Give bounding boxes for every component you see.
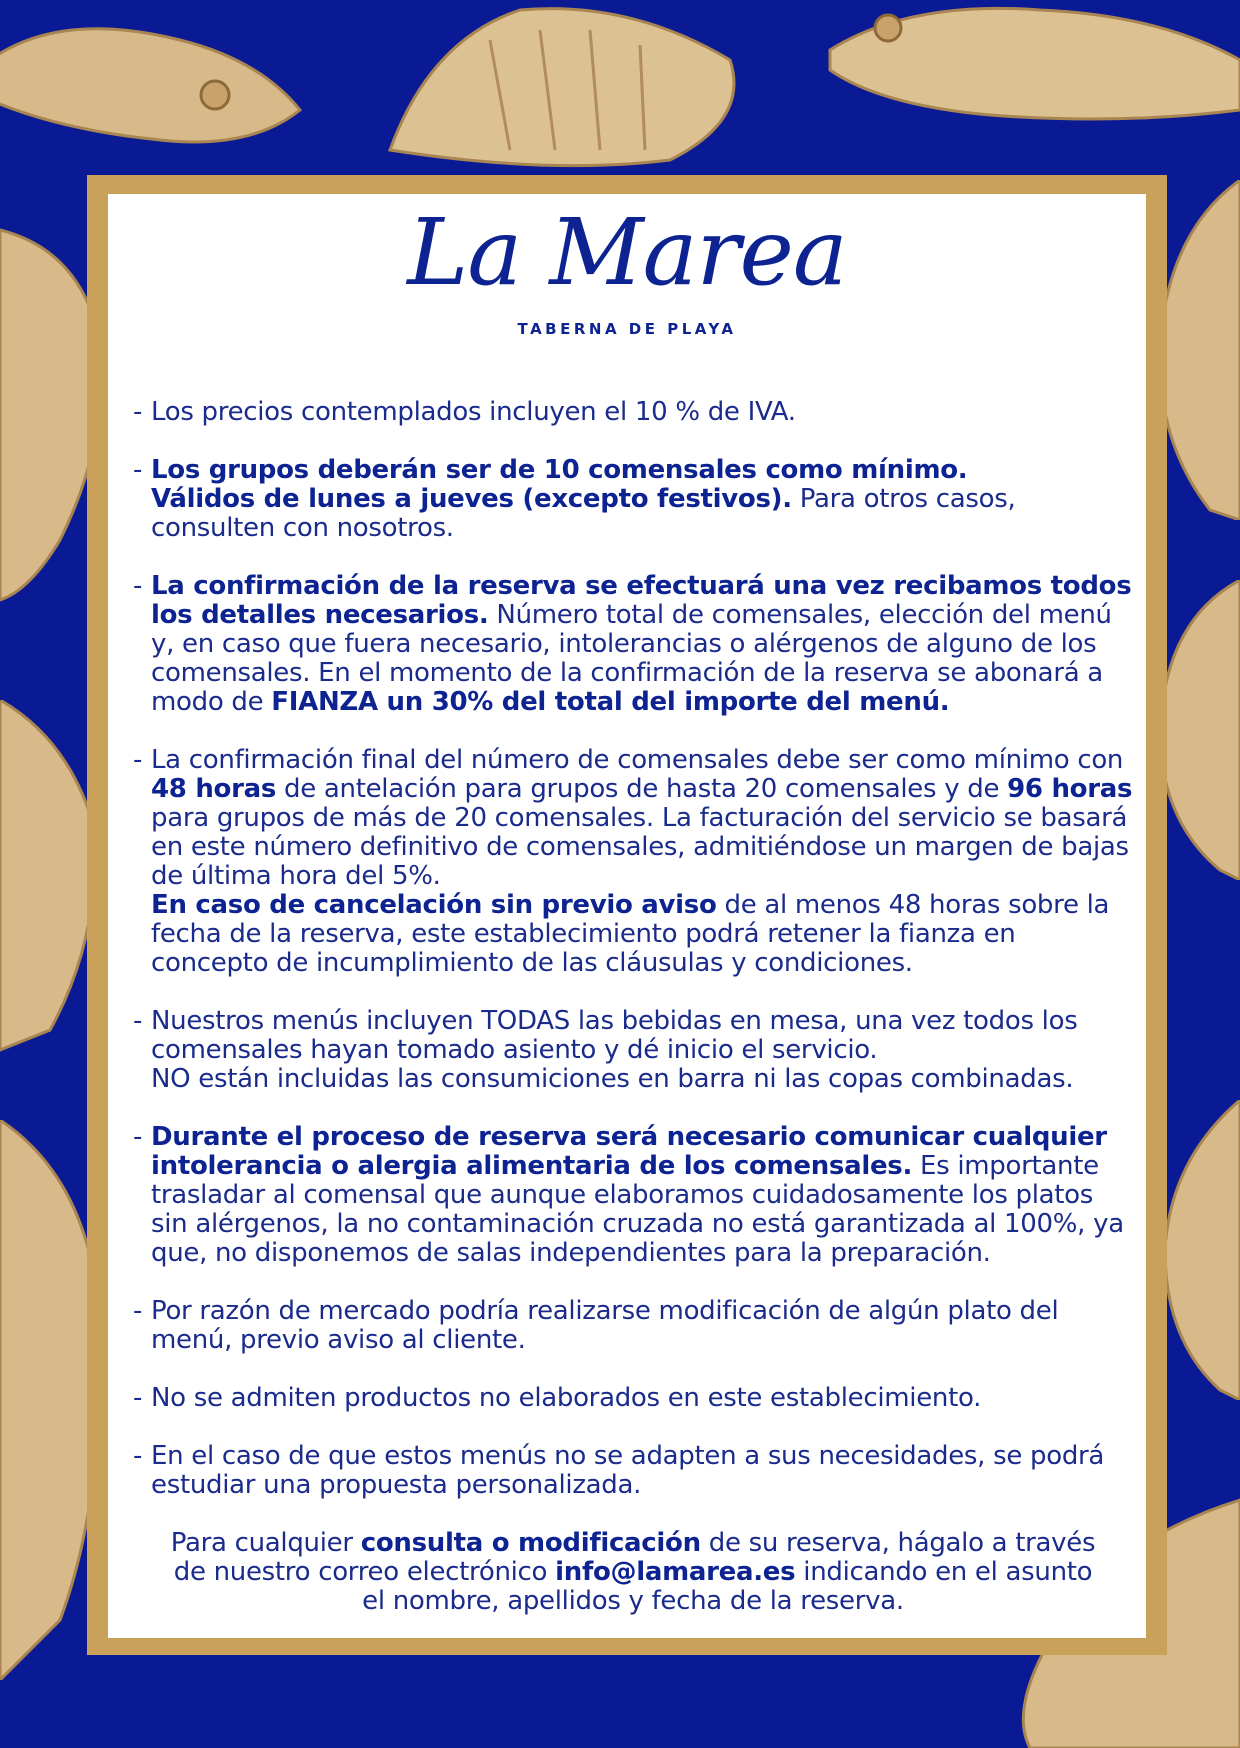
body-text: de su reserva, hágalo a través de nuestro correo electrónico [173,1528,1096,1587]
bold-text: 48 horas [151,774,277,804]
bold-text: La confirmación de la reserva se efectuará una vez recibamos todos los detalles necesarios. [151,571,1132,630]
body-text: indicando en el asunto el nombre, apellidos y fecha de la reserva. [362,1557,1093,1616]
bold-text: Válidos de lunes a jueves (excepto festivos). [151,484,792,514]
bold-text: En caso de cancelación sin previo aviso [151,890,717,920]
body-text: Nuestros menús incluyen TODAS las bebidas en mesa, una vez todos los comensales hayan tomado asiento y dé inicio el servicio. [151,1006,1078,1065]
bullet-dash: - [133,745,143,775]
condition-item [133,1123,1133,1268]
bold-text: FIANZA un 30% del total del importe del menú. [271,687,950,717]
logo [108,194,1146,354]
condition-item [133,572,1133,717]
logo-tagline: TABERNA DE PLAYA [517,320,737,338]
body-text: Los precios contemplados incluyen el 10 % de IVA. [151,397,796,427]
bullet-dash: - [133,1296,143,1326]
bullet-dash: - [133,1441,143,1471]
body-text: Número total de comensales, elección del menú y, en caso que fuera necesario, intolerancias o alérgenos de alguno de los comensales. En el momento de la confirmación de la reserva se abonará a modo de [151,600,1112,717]
body-text: de antelación para grupos de hasta 20 comensales y de [276,774,1008,804]
logo-wordmark: La Marea [407,199,847,306]
bullet-dash: - [133,1122,143,1152]
bold-text: 96 horas [1007,774,1133,804]
body-text: La confirmación final del número de comensales debe ser como mínimo con [151,745,1124,775]
bullet-dash: - [133,397,143,427]
fish-decoration-top-right [820,0,1240,130]
condition-item [133,456,1133,543]
body-text: Para otros casos, consulten con nosotros. [151,484,1016,543]
bold-text: Los grupos deberán ser de 10 comensales como mínimo. [151,455,968,485]
contact-note [133,1529,1133,1616]
condition-item [133,398,1133,427]
condition-item [133,1442,1133,1500]
conditions-list [133,398,1133,1616]
body-text: No se admiten productos no elaborados en este establecimiento. [151,1383,982,1413]
fish-decoration-top-left [0,0,340,170]
bullet-dash: - [133,1006,143,1036]
body-text: NO están incluidas las consumiciones en barra ni las copas combinadas. [151,1064,1074,1094]
body-text: para grupos de más de 20 comensales. La facturación del servicio se basará en este número definitivo de comensales, admitiéndose un margen de bajas de última hora del 5%. [151,803,1129,891]
condition-item [133,1297,1133,1355]
bold-text: consulta o modificación [360,1528,701,1558]
bold-text: Durante el proceso de reserva será necesario comunicar cualquier intolerancia o alergia alimentaria de los comensales. [151,1122,1107,1181]
body-text: Por razón de mercado podría realizarse modificación de algún plato del menú, previo aviso al cliente. [151,1296,1059,1355]
body-text: Para cualquier [170,1528,361,1558]
bold-text: info@lamarea.es [555,1557,796,1587]
condition-item [133,1384,1133,1413]
body-text: Es importante trasladar al comensal que aunque elaboramos cuidadosamente los platos sin alérgenos, la no contaminación cruzada no está garantizada al 100%, ya que, no disponemos de salas independientes para la preparación. [151,1151,1124,1268]
condition-item [133,746,1133,978]
body-text: En el caso de que estos menús no se adapten a sus necesidades, se podrá estudiar una propuesta personalizada. [151,1441,1105,1500]
fish-decoration-top-center [370,0,770,175]
body-text: de al menos 48 horas sobre la fecha de la reserva, este establecimiento podrá retener la fianza en concepto de incumplimiento de las cláusulas y condiciones. [151,890,1110,978]
condition-item [133,1007,1133,1094]
bullet-dash: - [133,455,143,485]
bullet-dash: - [133,571,143,601]
bullet-dash: - [133,1383,143,1413]
